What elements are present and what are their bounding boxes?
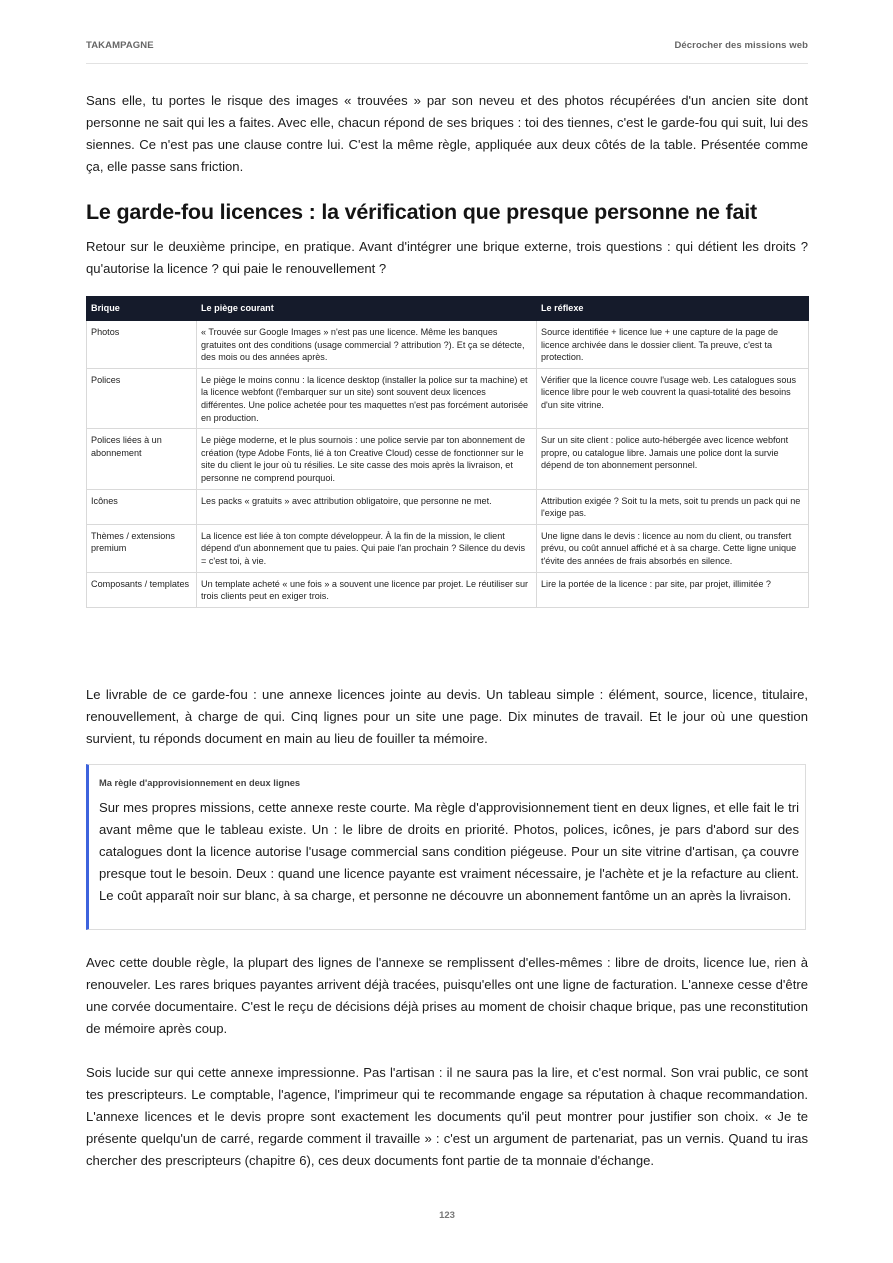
callout-box xyxy=(86,764,806,930)
table-cell-brique: Composants / templates xyxy=(87,572,197,607)
table-cell-brique: Icônes xyxy=(87,489,197,524)
deliverable-paragraph: Le livrable de ce garde-fou : une annexe licences jointe au devis. Un tableau simple : élément, source, licence, titulaire, renouvellement, à charge de qui. Cinq lignes pour un site une page. Dix minutes de travail. Et le jour où une question survient, tu réponds document en main au lieu de fouiller ta mémoire. xyxy=(86,687,808,746)
table-cell-piege: La licence est liée à ton compte développeur. À la fin de la mission, le client dépend d'un abonnement que tu paies. Qui paie l'an prochain ? Silence du devis = c'est toi, à vie. xyxy=(197,524,537,572)
table-cell-reflexe: Source identifiée + licence lue + une capture de la page de licence archivée dans le dossier client. Ta preuve, c'est ta protection. xyxy=(537,321,809,369)
table-row xyxy=(87,524,809,572)
table-cell-piege: Le piège le moins connu : la licence desktop (installer la police sur ta machine) et la licence webfont (l'embarquer sur un site) sont souvent deux licences différentes. Une police achetée pour tes maquettes n'est pas forcément autorisée en production. xyxy=(197,368,537,428)
callout-title: Ma règle d'approvisionnement en deux lignes xyxy=(99,778,301,788)
running-header xyxy=(86,40,808,54)
table-cell-reflexe: Vérifier que la licence couvre l'usage web. Les catalogues sous licence libre pour le web couvrent la quasi-totalité des besoins d'un site vitrine. xyxy=(537,368,809,428)
table-cell-brique: Polices liées à un abonnement xyxy=(87,429,197,489)
section-lead: Retour sur le deuxième principe, en pratique. Avant d'intégrer une brique externe, trois questions : qui détient les droits ? qu'autorise la licence ? qui paie le renouvellement ? xyxy=(86,239,808,276)
header-brand: TAKAMPAGNE xyxy=(86,40,154,51)
closing-paragraph: Sois lucide sur qui cette annexe impressionne. Pas l'artisan : il ne saura pas la lire, et c'est normal. Son vrai public, ce sont tes prescripteurs. Le comptable, l'agence, l'imprimeur qui te recommande engage sa réputation à chaque recommandation. L'annexe licences et le devis propre sont exactement les documents qu'il peut montrer pour justifier son choix. « Je te présente quelqu'un de carré, regarde comment il travaille » : c'est un argument de partenariat, pas un vernis. Quand tu iras chercher des prescripteurs (chapitre 6), ces deux documents font partie de ta monnaie d'échange. xyxy=(86,1065,808,1168)
table-cell-reflexe: Lire la portée de la licence : par site, par projet, illimitée ? xyxy=(537,572,809,607)
table-cell-brique: Thèmes / extensions premium xyxy=(87,524,197,572)
table-cell-brique: Polices xyxy=(87,368,197,428)
table-row xyxy=(87,321,809,369)
table-row xyxy=(87,489,809,524)
table-cell-brique: Photos xyxy=(87,321,197,369)
table-cell-piege: « Trouvée sur Google Images » n'est pas une licence. Même les banques gratuites ont des conditions (usage commercial ? attribution ?). Et ça se détecte, des mois ou des années après. xyxy=(197,321,537,369)
table-cell-reflexe: Sur un site client : police auto-hébergée avec licence webfont propre, ou catalogue libre. Jamais une police dont la survie dépend de ton abonnement personnel. xyxy=(537,429,809,489)
column-header: Le réflexe xyxy=(537,297,809,321)
table-cell-reflexe: Attribution exigée ? Soit tu la mets, soit tu prends un pack qui ne l'exige pas. xyxy=(537,489,809,524)
column-header: Le piège courant xyxy=(197,297,537,321)
table-header-row xyxy=(87,297,809,321)
header-divider xyxy=(86,63,808,64)
page-number: 123 xyxy=(439,1210,455,1221)
intro-paragraph: Sans elle, tu portes le risque des images « trouvées » par son neveu et des photos récupérées d'un ancien site dont personne ne sait qui les a faites. Avec elle, chacun répond de ses briques : toi des tiennes, c'est le garde-fou qui suit, lui des siennes. Ce n'est pas une clause contre lui. C'est la même règle, appliquée aux deux côtés de la table. Présentée comme ça, elle passe sans friction. xyxy=(86,93,808,174)
column-header: Brique xyxy=(87,297,197,321)
table-cell-piege: Les packs « gratuits » avec attribution obligatoire, que personne ne met. xyxy=(197,489,537,524)
double-rule-paragraph: Avec cette double règle, la plupart des lignes de l'annexe se remplissent d'elles-mêmes : libre de droits, licence lue, rien à renouveler. Les rares briques payantes arrivent déjà tracées, puisqu'elles ont une ligne de facturation. L'annexe cesse d'être une corvée documentaire. C'est le reçu de décisions déjà prises au moment de choisir chaque brique, pas une reconstitution de mémoire après coup. xyxy=(86,955,808,1036)
table-cell-piege: Le piège moderne, et le plus sournois : une police servie par ton abonnement de création (type Adobe Fonts, lié à ton Creative Cloud) cesse de fonctionner sur le site du client le jour où tu résilies. Le site casse des mois après la livraison, et personne ne comprend pourquoi. xyxy=(197,429,537,489)
callout-text: Sur mes propres missions, cette annexe reste courte. Ma règle d'approvisionnement tient en deux lignes, et elle fait le tri avant même que le tableau existe. Un : le libre de droits en priorité. Photos, polices, icônes, je pars d'abord sur des catalogues dont la licence autorise l'usage commercial sans condition piégeuse. Pour un site vitrine d'artisan, ça couvre presque tout le besoin. Deux : quand une licence payante est vraiment nécessaire, je l'achète et je la refacture au client. Le coût apparaît noir sur blanc, à sa charge, et personne ne découvre un abonnement fantôme un an après la livraison. xyxy=(99,800,799,903)
table-row xyxy=(87,429,809,489)
table-cell-piege: Un template acheté « une fois » a souvent une licence par projet. Le réutiliser sur trois clients peut en exiger trois. xyxy=(197,572,537,607)
table-row xyxy=(87,368,809,428)
section-title: Le garde-fou licences : la vérification que presque personne ne fait xyxy=(86,200,757,224)
table-cell-reflexe: Une ligne dans le devis : licence au nom du client, ou transfert prévu, ou coût annuel affiché et à sa charge. Cette ligne unique t'évite des années de frais absorbés en silence. xyxy=(537,524,809,572)
header-chapter-title: Décrocher des missions web xyxy=(674,40,808,51)
licence-table xyxy=(86,296,809,608)
table-row xyxy=(87,572,809,607)
